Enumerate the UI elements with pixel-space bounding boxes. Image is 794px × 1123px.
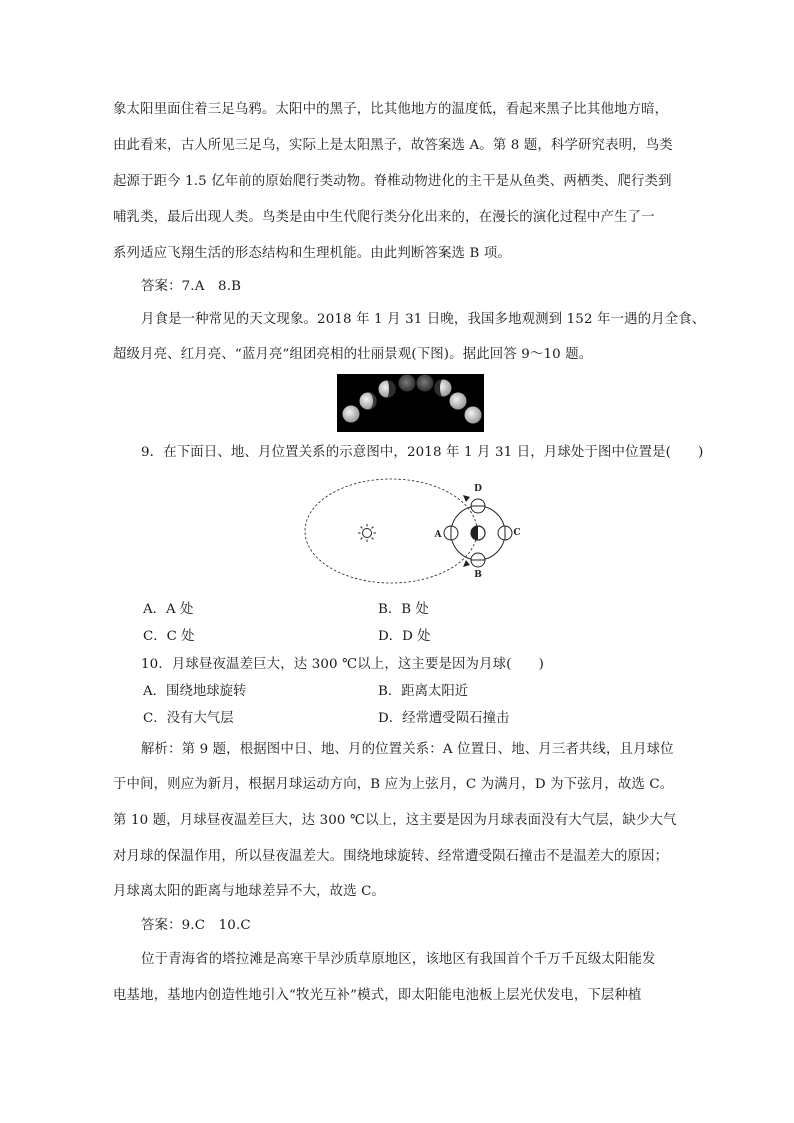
q10-option-d: D．经常遭受陨石撞击 [378, 711, 510, 726]
q10-option-c: C．没有大气层 [143, 711, 234, 726]
paragraph-line: 哺乳类，最后出现人类。鸟类是由中生代爬行类分化出来的，在漫长的演化过程中产生了一 [113, 210, 655, 225]
paragraph-line: 电基地，基地内创造性地引入“牧光互补”模式，即太阳能电池板上层光伏发电，下层种植 [113, 988, 642, 1003]
sun-icon [358, 524, 376, 542]
label-c: C [513, 528, 521, 538]
paragraph-line: 系列适应飞翔生活的形态结构和生理机能。由此判断答案选 B 项。 [113, 246, 511, 261]
label-d: D [474, 484, 482, 494]
explanation-line: 对月球的保温作用，所以昼夜温差大。围绕地球旋转、经常遭受陨石撞击不是温差大的原因； [113, 849, 669, 864]
q9-option-b: B．B 处 [378, 602, 429, 617]
q10-option-a: A．围绕地球旋转 [143, 684, 247, 699]
q9-option-c: C．C 处 [143, 629, 195, 644]
answer-line: 答案：7.A 8.B [141, 279, 242, 294]
explanation-line: 月球离太阳的距离与地球差异不大，故选 C。 [113, 884, 386, 899]
label-a: A [434, 530, 442, 540]
paragraph-line: 位于青海省的塔拉滩是高寒干旱沙质草原地区，该地区有我国首个千万千瓦级太阳能发 [141, 952, 656, 967]
explanation-line: 第 10 题，月球昼夜温差巨大，达 300 ℃以上，这主要是因为月球表面没有大气层，缺少大气 [113, 813, 677, 828]
q9-option-a: A．A 处 [143, 602, 194, 617]
q9-option-d: D．D 处 [378, 629, 431, 644]
explanation-line: 于中间，则应为新月，根据月球运动方向，B 应为上弦月，C 为满月，D 为下弦月，故选 C。 [113, 777, 674, 792]
explanation-line: 解析：第 9 题，根据图中日、地、月的位置关系：A 位置日、地、月三者共线，且月球位 [141, 742, 674, 757]
question-10: 10．月球昼夜温差巨大，达 300 ℃以上，这主要是因为月球( ) [141, 657, 545, 672]
q10-option-b: B．距离太阳近 [378, 684, 469, 699]
paragraph-line: 象太阳里面住着三足乌鸦。太阳中的黑子，比其他地方的温度低，看起来黑子比其他地方暗， [113, 102, 669, 117]
question-9: 9．在下面日、地、月位置关系的示意图中，2018 年 1 月 31 日，月球处于图中位置是( ) [141, 445, 704, 460]
paragraph-line: 月食是一种常见的天文现象。2018 年 1 月 31 日晚，我国多地观测到 152 年一遇的月全食、 [141, 312, 706, 327]
paragraph-line: 由此看来，古人所见三足乌，实际上是太阳黑子，故答案选 A。第 8 题，科学研究表明，鸟类 [113, 138, 673, 153]
answer-line: 答案：9.C 10.C [141, 918, 251, 933]
paragraph-line: 起源于距今 1.5 亿年前的原始爬行类动物。脊椎动物进化的主干是从鱼类、两栖类、爬行类到 [113, 174, 672, 189]
sun-earth-moon-diagram [300, 476, 540, 586]
earth-icon [471, 526, 485, 540]
lunar-eclipse-photo [337, 374, 484, 432]
paragraph-line: 超级月亮、红月亮、“蓝月亮”组团亮相的壮丽景观(下图)。据此回答 9～10 题。 [113, 347, 593, 362]
label-b: B [474, 570, 482, 580]
